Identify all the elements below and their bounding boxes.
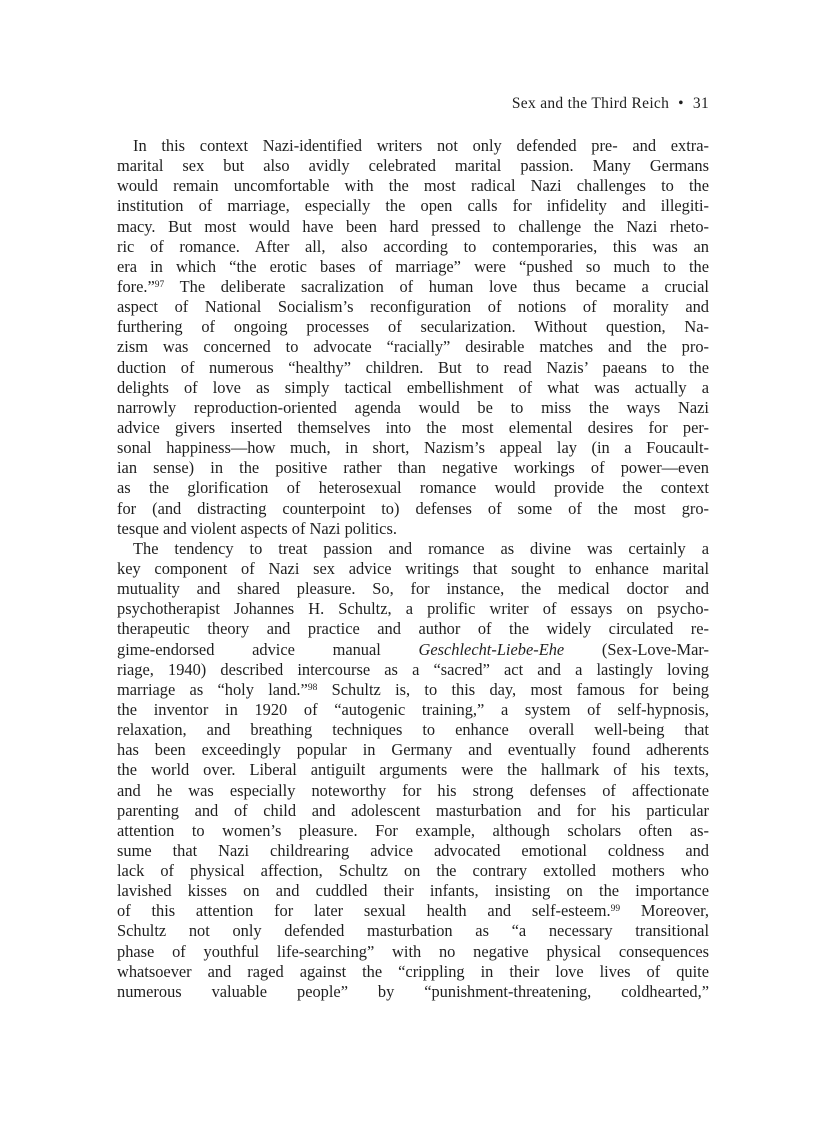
text-line xyxy=(117,680,709,700)
text-line xyxy=(117,317,709,337)
text-line xyxy=(117,136,709,156)
text-line xyxy=(117,519,709,539)
text-line xyxy=(117,901,709,921)
text-line xyxy=(117,257,709,277)
text-segment: therapeutic theory and practice and author of the widely circulated re- xyxy=(117,619,709,639)
text-line xyxy=(117,861,709,881)
text-segment: ian sense) in the positive rather than negative workings of power—even xyxy=(117,458,709,478)
text-segment: Schultz is, to this day, most famous for being xyxy=(317,679,709,699)
text-segment: of this attention for later sexual health and self-esteem. xyxy=(117,901,611,921)
text-segment: relaxation, and breathing techniques to enhance overall well-being that xyxy=(117,720,709,740)
text-segment: the world over. Liberal antiguilt arguments were the hallmark of his texts, xyxy=(117,760,709,780)
text-line xyxy=(117,277,709,297)
running-head xyxy=(512,95,709,113)
footnote-marker: 99 xyxy=(610,904,621,915)
text-segment: zism was concerned to advocate “racially” desirable matches and the pro- xyxy=(117,337,709,357)
text-line xyxy=(117,237,709,257)
running-head-title: Sex and the Third Reich xyxy=(511,95,670,112)
text-segment: furthering of ongoing processes of secularization. Without question, Na- xyxy=(117,317,709,337)
text-line xyxy=(117,418,709,438)
text-line xyxy=(117,781,709,801)
text-segment: The tendency to treat passion and romance as divine was certainly a xyxy=(133,538,709,558)
text-segment: mutuality and shared pleasure. So, for instance, the medical doctor and xyxy=(117,579,709,599)
text-line xyxy=(117,176,709,196)
text-line xyxy=(117,881,709,901)
text-segment: psychotherapist Johannes H. Schultz, a prolific writer of essays on psycho- xyxy=(117,599,709,619)
text-line xyxy=(117,660,709,680)
footnote-marker: 98 xyxy=(307,682,318,693)
text-segment: marriage as “holy land.” xyxy=(117,679,308,699)
text-segment: macy. But most would have been hard pressed to challenge the Nazi rheto- xyxy=(117,216,709,236)
body-text xyxy=(117,136,709,1002)
text-segment: tesque and violent aspects of Nazi politics. xyxy=(117,518,397,538)
text-line xyxy=(117,700,709,720)
text-segment: numerous valuable people” by “punishment-threatening, coldhearted,” xyxy=(117,981,709,1001)
footnote-marker: 97 xyxy=(154,279,165,290)
text-line xyxy=(117,962,709,982)
text-segment: aspect of National Socialism’s reconfiguration of notions of morality and xyxy=(117,297,709,317)
text-segment: would remain uncomfortable with the most radical Nazi challenges to the xyxy=(117,176,709,196)
text-line xyxy=(117,398,709,418)
text-line xyxy=(117,156,709,176)
text-segment: gime-endorsed advice manual xyxy=(117,639,419,659)
text-segment: as the glorification of heterosexual romance would provide the context xyxy=(117,478,709,498)
text-segment: key component of Nazi sex advice writings that sought to enhance marital xyxy=(117,558,709,578)
text-line xyxy=(117,478,709,498)
text-segment: fore.” xyxy=(117,276,155,296)
text-line xyxy=(117,196,709,216)
text-line xyxy=(117,640,709,660)
text-segment: phase of youthful life-searching” with no negative physical consequences xyxy=(117,941,709,961)
text-line xyxy=(117,619,709,639)
text-segment: riage, 1940) described intercourse as a “sacred” act and a lastingly loving xyxy=(117,659,709,679)
text-segment: duction of numerous “healthy” children. But to read Nazis’ paeans to the xyxy=(117,357,709,377)
text-segment: delights of love as simply tactical embellishment of what was actually a xyxy=(117,377,709,397)
text-segment: sonal happiness—how much, in short, Nazism’s appeal lay (in a Foucault- xyxy=(117,438,709,458)
text-line xyxy=(117,740,709,760)
text-segment: Moreover, xyxy=(620,901,709,921)
text-segment: institution of marriage, especially the open calls for infidelity and illegiti- xyxy=(117,196,709,216)
text-line xyxy=(117,599,709,619)
text-segment: lavished kisses on and cuddled their infants, insisting on the importance xyxy=(117,881,709,901)
text-line xyxy=(117,499,709,519)
text-segment: narrowly reproduction-oriented agenda would be to miss the ways Nazi xyxy=(117,397,709,417)
running-head-separator: • xyxy=(678,95,684,112)
text-line xyxy=(117,801,709,821)
text-line xyxy=(117,539,709,559)
text-segment: sume that Nazi childrearing advice advocated emotional coldness and xyxy=(117,840,709,860)
text-segment: era in which “the erotic bases of marriage” were “pushed so much to the xyxy=(117,256,709,276)
text-line xyxy=(117,337,709,357)
text-segment: ric of romance. After all, also according to contemporaries, this was an xyxy=(117,236,709,256)
text-line xyxy=(117,579,709,599)
book-title: Geschlecht-Liebe-Ehe xyxy=(418,639,565,659)
text-line xyxy=(117,358,709,378)
text-segment: has been exceedingly popular in Germany and eventually found adherents xyxy=(117,740,709,760)
text-segment: the inventor in 1920 of “autogenic training,” a system of self-hypnosis, xyxy=(117,699,709,719)
text-line xyxy=(117,841,709,861)
text-line xyxy=(117,821,709,841)
text-line xyxy=(117,378,709,398)
text-line xyxy=(117,297,709,317)
text-line xyxy=(117,720,709,740)
text-line xyxy=(117,559,709,579)
text-line xyxy=(117,760,709,780)
text-line xyxy=(117,217,709,237)
text-segment: lack of physical affection, Schultz on the contrary extolled mothers who xyxy=(117,861,709,881)
text-segment: The deliberate sacralization of human love thus became a crucial xyxy=(164,276,709,296)
text-line xyxy=(117,982,709,1002)
text-segment: parenting and of child and adolescent masturbation and for his particular xyxy=(117,800,709,820)
text-segment: advice givers inserted themselves into the most elemental desires for per- xyxy=(117,417,709,437)
text-line xyxy=(117,438,709,458)
text-segment: for (and distracting counterpoint to) defenses of some of the most gro- xyxy=(117,498,709,518)
text-segment: Schultz not only defended masturbation as “a necessary transitional xyxy=(117,921,709,941)
page-number: 31 xyxy=(692,95,709,112)
text-segment: marital sex but also avidly celebrated marital passion. Many Germans xyxy=(117,156,709,176)
text-segment: attention to women’s pleasure. For example, although scholars often as- xyxy=(117,820,709,840)
text-segment: and he was especially noteworthy for his strong defenses of affectionate xyxy=(117,780,709,800)
text-segment: In this context Nazi-identified writers not only defended pre- and extra- xyxy=(133,136,709,155)
text-line xyxy=(117,458,709,478)
text-line xyxy=(117,921,709,941)
text-line xyxy=(117,942,709,962)
text-segment: whatsoever and raged against the “crippling in their love lives of quite xyxy=(117,961,709,981)
text-segment: (Sex-Love-Mar- xyxy=(564,639,709,659)
